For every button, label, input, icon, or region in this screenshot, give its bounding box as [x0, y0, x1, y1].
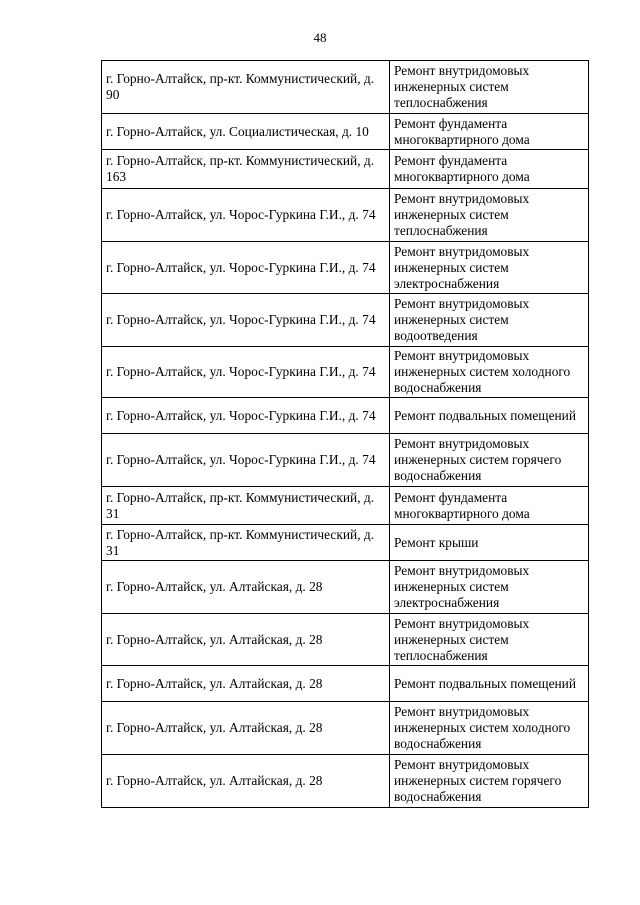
- address-cell: г. Горно-Алтайск, пр-кт. Коммунистический, д. 31: [102, 525, 390, 561]
- address-cell: г. Горно-Алтайск, ул. Социалистическая, д. 10: [102, 114, 390, 150]
- address-cell: г. Горно-Алтайск, пр-кт. Коммунистический, д. 31: [102, 487, 390, 525]
- table-row: [102, 561, 589, 614]
- work-type-cell: Ремонт фундамента многоквартирного дома: [390, 150, 589, 189]
- work-type-cell: Ремонт внутридомовых инженерных систем электроснабжения: [390, 561, 589, 614]
- table-row: [102, 114, 589, 150]
- work-type-cell: Ремонт внутридомовых инженерных систем холодного водоснабжения: [390, 702, 589, 755]
- table-row: [102, 347, 589, 398]
- table-row: [102, 525, 589, 561]
- table-row: [102, 487, 589, 525]
- table-row: [102, 61, 589, 114]
- table-row: [102, 755, 589, 808]
- address-cell: г. Горно-Алтайск, ул. Чорос-Гуркина Г.И., д. 74: [102, 294, 390, 347]
- table-row: [102, 189, 589, 242]
- work-type-cell: Ремонт фундамента многоквартирного дома: [390, 114, 589, 150]
- table-row: [102, 614, 589, 666]
- repair-works-table: [101, 60, 589, 808]
- address-cell: г. Горно-Алтайск, ул. Алтайская, д. 28: [102, 561, 390, 614]
- work-type-cell: Ремонт внутридомовых инженерных систем горячего водоснабжения: [390, 434, 589, 487]
- table-row: [102, 666, 589, 702]
- address-cell: г. Горно-Алтайск, пр-кт. Коммунистический, д. 90: [102, 61, 390, 114]
- address-cell: г. Горно-Алтайск, пр-кт. Коммунистический, д. 163: [102, 150, 390, 189]
- address-cell: г. Горно-Алтайск, ул. Алтайская, д. 28: [102, 614, 390, 666]
- table-row: [102, 242, 589, 294]
- work-type-cell: Ремонт внутридомовых инженерных систем холодного водоснабжения: [390, 347, 589, 398]
- work-type-cell: Ремонт подвальных помещений: [390, 398, 589, 434]
- table-row: [102, 150, 589, 189]
- work-type-cell: Ремонт подвальных помещений: [390, 666, 589, 702]
- table-row: [102, 434, 589, 487]
- work-type-cell: Ремонт внутридомовых инженерных систем электроснабжения: [390, 242, 589, 294]
- work-type-cell: Ремонт внутридомовых инженерных систем горячего водоснабжения: [390, 755, 589, 808]
- table-row: [102, 398, 589, 434]
- work-type-cell: Ремонт внутридомовых инженерных систем водоотведения: [390, 294, 589, 347]
- page-number: 48: [313, 30, 327, 45]
- address-cell: г. Горно-Алтайск, ул. Чорос-Гуркина Г.И., д. 74: [102, 434, 390, 487]
- work-type-cell: Ремонт крыши: [390, 525, 589, 561]
- address-cell: г. Горно-Алтайск, ул. Чорос-Гуркина Г.И., д. 74: [102, 189, 390, 242]
- address-cell: г. Горно-Алтайск, ул. Алтайская, д. 28: [102, 666, 390, 702]
- table-row: [102, 702, 589, 755]
- address-cell: г. Горно-Алтайск, ул. Алтайская, д. 28: [102, 755, 390, 808]
- address-cell: г. Горно-Алтайск, ул. Алтайская, д. 28: [102, 702, 390, 755]
- work-type-cell: Ремонт внутридомовых инженерных систем теплоснабжения: [390, 614, 589, 666]
- work-type-cell: Ремонт фундамента многоквартирного дома: [390, 487, 589, 525]
- work-type-cell: Ремонт внутридомовых инженерных систем теплоснабжения: [390, 61, 589, 114]
- work-type-cell: Ремонт внутридомовых инженерных систем теплоснабжения: [390, 189, 589, 242]
- address-cell: г. Горно-Алтайск, ул. Чорос-Гуркина Г.И., д. 74: [102, 347, 390, 398]
- table-body: [102, 61, 589, 808]
- address-cell: г. Горно-Алтайск, ул. Чорос-Гуркина Г.И., д. 74: [102, 242, 390, 294]
- table-row: [102, 294, 589, 347]
- address-cell: г. Горно-Алтайск, ул. Чорос-Гуркина Г.И., д. 74: [102, 398, 390, 434]
